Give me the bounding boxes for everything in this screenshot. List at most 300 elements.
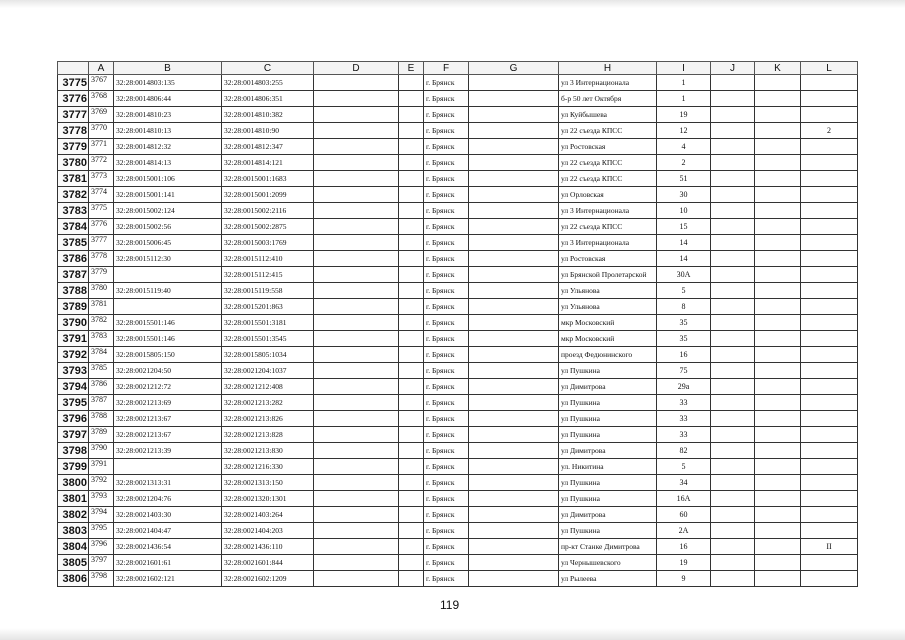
cell-b[interactable] (114, 299, 222, 315)
cell-l[interactable] (801, 507, 858, 523)
cell-k[interactable] (755, 347, 801, 363)
cell-e[interactable] (399, 267, 424, 283)
cell-f[interactable]: г. Брянск (424, 507, 469, 523)
cell-k[interactable] (755, 91, 801, 107)
cell-a[interactable]: 3797 (89, 555, 114, 571)
cell-b[interactable]: 32:28:0014806:44 (114, 91, 222, 107)
row-number[interactable]: 3783 (58, 203, 89, 219)
cell-a[interactable]: 3771 (89, 139, 114, 155)
cell-l[interactable] (801, 315, 858, 331)
cell-a[interactable]: 3785 (89, 363, 114, 379)
cell-b[interactable]: 32:28:0014814:13 (114, 155, 222, 171)
cell-i[interactable]: 1 (657, 91, 711, 107)
cell-g[interactable] (469, 347, 559, 363)
row-number[interactable]: 3788 (58, 283, 89, 299)
cell-d[interactable] (314, 395, 399, 411)
row-number[interactable]: 3792 (58, 347, 89, 363)
cell-j[interactable] (711, 315, 755, 331)
cell-i[interactable]: 29а (657, 379, 711, 395)
row-number[interactable]: 3793 (58, 363, 89, 379)
cell-k[interactable] (755, 139, 801, 155)
cell-f[interactable]: г. Брянск (424, 251, 469, 267)
row-number[interactable]: 3795 (58, 395, 89, 411)
cell-k[interactable] (755, 219, 801, 235)
cell-j[interactable] (711, 171, 755, 187)
cell-b[interactable]: 32:28:0015006:45 (114, 235, 222, 251)
cell-h[interactable]: ул 22 съезда КПСС (559, 219, 657, 235)
cell-d[interactable] (314, 251, 399, 267)
cell-l[interactable] (801, 363, 858, 379)
cell-h[interactable]: ул Пушкина (559, 411, 657, 427)
cell-e[interactable] (399, 283, 424, 299)
cell-c[interactable]: 32:28:0015112:415 (222, 267, 314, 283)
column-header-a[interactable]: A (89, 62, 114, 75)
cell-c[interactable]: 32:28:0021216:330 (222, 459, 314, 475)
row-number[interactable]: 3777 (58, 107, 89, 123)
cell-f[interactable]: г. Брянск (424, 331, 469, 347)
cell-g[interactable] (469, 491, 559, 507)
cell-g[interactable] (469, 299, 559, 315)
cell-h[interactable]: ул Ульянова (559, 283, 657, 299)
cell-k[interactable] (755, 475, 801, 491)
cell-a[interactable]: 3774 (89, 187, 114, 203)
cell-f[interactable]: г. Брянск (424, 267, 469, 283)
column-header-i[interactable]: I (657, 62, 711, 75)
cell-l[interactable] (801, 379, 858, 395)
cell-a[interactable]: 3769 (89, 107, 114, 123)
cell-a[interactable]: 3792 (89, 475, 114, 491)
cell-k[interactable] (755, 379, 801, 395)
cell-g[interactable] (469, 235, 559, 251)
cell-j[interactable] (711, 107, 755, 123)
cell-k[interactable] (755, 443, 801, 459)
cell-d[interactable] (314, 219, 399, 235)
column-header-j[interactable]: J (711, 62, 755, 75)
cell-f[interactable]: г. Брянск (424, 427, 469, 443)
cell-a[interactable]: 3787 (89, 395, 114, 411)
cell-g[interactable] (469, 571, 559, 587)
cell-g[interactable] (469, 443, 559, 459)
cell-k[interactable] (755, 299, 801, 315)
cell-k[interactable] (755, 235, 801, 251)
cell-h[interactable]: пр-кт Станке Димитрова (559, 539, 657, 555)
cell-f[interactable]: г. Брянск (424, 571, 469, 587)
cell-l[interactable] (801, 555, 858, 571)
cell-d[interactable] (314, 139, 399, 155)
cell-g[interactable] (469, 139, 559, 155)
cell-b[interactable]: 32:28:0014810:23 (114, 107, 222, 123)
cell-e[interactable] (399, 203, 424, 219)
cell-e[interactable] (399, 123, 424, 139)
cell-b[interactable]: 32:28:0021404:47 (114, 523, 222, 539)
cell-d[interactable] (314, 235, 399, 251)
cell-b[interactable]: 32:28:0021212:72 (114, 379, 222, 395)
cell-c[interactable]: 32:28:0021213:826 (222, 411, 314, 427)
cell-l[interactable] (801, 491, 858, 507)
cell-i[interactable]: 19 (657, 555, 711, 571)
cell-f[interactable]: г. Брянск (424, 155, 469, 171)
cell-b[interactable]: 32:28:0021601:61 (114, 555, 222, 571)
cell-j[interactable] (711, 459, 755, 475)
cell-d[interactable] (314, 491, 399, 507)
cell-f[interactable]: г. Брянск (424, 123, 469, 139)
cell-j[interactable] (711, 395, 755, 411)
cell-d[interactable] (314, 283, 399, 299)
cell-c[interactable]: 32:28:0014806:351 (222, 91, 314, 107)
cell-h[interactable]: ул Чернышевского (559, 555, 657, 571)
cell-l[interactable] (801, 251, 858, 267)
cell-i[interactable]: 16А (657, 491, 711, 507)
cell-k[interactable] (755, 539, 801, 555)
cell-h[interactable]: ул Орловская (559, 187, 657, 203)
column-header-f[interactable]: F (424, 62, 469, 75)
cell-a[interactable]: 3780 (89, 283, 114, 299)
cell-j[interactable] (711, 363, 755, 379)
cell-c[interactable]: 32:28:0015112:410 (222, 251, 314, 267)
cell-j[interactable] (711, 411, 755, 427)
cell-f[interactable]: г. Брянск (424, 75, 469, 91)
cell-k[interactable] (755, 507, 801, 523)
cell-k[interactable] (755, 283, 801, 299)
cell-b[interactable]: 32:28:0015002:124 (114, 203, 222, 219)
cell-c[interactable]: 32:28:0021320:1301 (222, 491, 314, 507)
cell-j[interactable] (711, 139, 755, 155)
cell-f[interactable]: г. Брянск (424, 203, 469, 219)
cell-e[interactable] (399, 331, 424, 347)
cell-f[interactable]: г. Брянск (424, 219, 469, 235)
cell-d[interactable] (314, 123, 399, 139)
cell-a[interactable]: 3786 (89, 379, 114, 395)
cell-h[interactable]: ул Пушкина (559, 475, 657, 491)
cell-l[interactable] (801, 299, 858, 315)
cell-a[interactable]: 3798 (89, 571, 114, 587)
cell-e[interactable] (399, 187, 424, 203)
cell-b[interactable]: 32:28:0021213:69 (114, 395, 222, 411)
cell-j[interactable] (711, 331, 755, 347)
cell-d[interactable] (314, 299, 399, 315)
cell-c[interactable]: 32:28:0015002:2875 (222, 219, 314, 235)
cell-i[interactable]: 33 (657, 395, 711, 411)
cell-g[interactable] (469, 523, 559, 539)
column-header-k[interactable]: K (755, 62, 801, 75)
cell-c[interactable]: 32:28:0015501:3545 (222, 331, 314, 347)
row-number[interactable]: 3804 (58, 539, 89, 555)
cell-i[interactable]: 12 (657, 123, 711, 139)
cell-b[interactable]: 32:28:0015805:150 (114, 347, 222, 363)
cell-e[interactable] (399, 523, 424, 539)
cell-d[interactable] (314, 459, 399, 475)
cell-e[interactable] (399, 347, 424, 363)
cell-g[interactable] (469, 123, 559, 139)
cell-f[interactable]: г. Брянск (424, 235, 469, 251)
cell-h[interactable]: ул 22 съезда КПСС (559, 171, 657, 187)
cell-a[interactable]: 3767 (89, 75, 114, 91)
cell-b[interactable] (114, 267, 222, 283)
cell-i[interactable]: 14 (657, 251, 711, 267)
cell-g[interactable] (469, 267, 559, 283)
cell-e[interactable] (399, 443, 424, 459)
cell-e[interactable] (399, 507, 424, 523)
cell-k[interactable] (755, 187, 801, 203)
cell-c[interactable]: 32:28:0021601:844 (222, 555, 314, 571)
row-number[interactable]: 3780 (58, 155, 89, 171)
cell-b[interactable]: 32:28:0021213:67 (114, 411, 222, 427)
cell-c[interactable]: 32:28:0015001:2099 (222, 187, 314, 203)
cell-k[interactable] (755, 363, 801, 379)
cell-f[interactable]: г. Брянск (424, 411, 469, 427)
cell-b[interactable]: 32:28:0014803:135 (114, 75, 222, 91)
cell-i[interactable]: 82 (657, 443, 711, 459)
cell-k[interactable] (755, 251, 801, 267)
cell-l[interactable]: II (801, 539, 858, 555)
row-number[interactable]: 3775 (58, 75, 89, 91)
cell-h[interactable]: ул Димитрова (559, 379, 657, 395)
cell-j[interactable] (711, 523, 755, 539)
cell-g[interactable] (469, 475, 559, 491)
cell-g[interactable] (469, 75, 559, 91)
cell-i[interactable]: 16 (657, 539, 711, 555)
cell-d[interactable] (314, 555, 399, 571)
cell-i[interactable]: 30А (657, 267, 711, 283)
cell-h[interactable]: ул Димитрова (559, 443, 657, 459)
cell-a[interactable]: 3793 (89, 491, 114, 507)
cell-a[interactable]: 3782 (89, 315, 114, 331)
cell-a[interactable]: 3791 (89, 459, 114, 475)
cell-a[interactable]: 3788 (89, 411, 114, 427)
cell-j[interactable] (711, 203, 755, 219)
cell-g[interactable] (469, 91, 559, 107)
cell-l[interactable] (801, 571, 858, 587)
cell-f[interactable]: г. Брянск (424, 171, 469, 187)
cell-e[interactable] (399, 107, 424, 123)
cell-k[interactable] (755, 411, 801, 427)
cell-i[interactable]: 1 (657, 75, 711, 91)
cell-f[interactable]: г. Брянск (424, 523, 469, 539)
cell-j[interactable] (711, 235, 755, 251)
row-number[interactable]: 3790 (58, 315, 89, 331)
cell-a[interactable]: 3784 (89, 347, 114, 363)
cell-d[interactable] (314, 427, 399, 443)
cell-c[interactable]: 32:28:0021213:830 (222, 443, 314, 459)
cell-h[interactable]: ул Пушкина (559, 395, 657, 411)
cell-j[interactable] (711, 347, 755, 363)
cell-d[interactable] (314, 107, 399, 123)
cell-j[interactable] (711, 507, 755, 523)
cell-j[interactable] (711, 75, 755, 91)
column-header-b[interactable]: B (114, 62, 222, 75)
cell-k[interactable] (755, 155, 801, 171)
cell-b[interactable] (114, 459, 222, 475)
cell-f[interactable]: г. Брянск (424, 459, 469, 475)
cell-l[interactable] (801, 203, 858, 219)
cell-c[interactable]: 32:28:0015002:2116 (222, 203, 314, 219)
cell-l[interactable] (801, 475, 858, 491)
cell-j[interactable] (711, 267, 755, 283)
cell-j[interactable] (711, 219, 755, 235)
cell-e[interactable] (399, 363, 424, 379)
cell-k[interactable] (755, 555, 801, 571)
cell-e[interactable] (399, 91, 424, 107)
cell-b[interactable]: 32:28:0021213:67 (114, 427, 222, 443)
cell-l[interactable]: 2 (801, 123, 858, 139)
cell-d[interactable] (314, 507, 399, 523)
cell-i[interactable]: 33 (657, 427, 711, 443)
cell-d[interactable] (314, 347, 399, 363)
cell-d[interactable] (314, 331, 399, 347)
cell-j[interactable] (711, 555, 755, 571)
cell-a[interactable]: 3794 (89, 507, 114, 523)
cell-l[interactable] (801, 107, 858, 123)
cell-a[interactable]: 3776 (89, 219, 114, 235)
cell-h[interactable]: мкр Московский (559, 315, 657, 331)
cell-l[interactable] (801, 411, 858, 427)
cell-i[interactable]: 4 (657, 139, 711, 155)
cell-l[interactable] (801, 523, 858, 539)
cell-a[interactable]: 3777 (89, 235, 114, 251)
cell-c[interactable]: 32:28:0014810:90 (222, 123, 314, 139)
cell-j[interactable] (711, 475, 755, 491)
cell-k[interactable] (755, 75, 801, 91)
cell-j[interactable] (711, 539, 755, 555)
row-number[interactable]: 3802 (58, 507, 89, 523)
row-number[interactable]: 3799 (58, 459, 89, 475)
column-header-l[interactable]: L (801, 62, 858, 75)
cell-b[interactable]: 32:28:0015119:40 (114, 283, 222, 299)
cell-i[interactable]: 33 (657, 411, 711, 427)
cell-i[interactable]: 14 (657, 235, 711, 251)
cell-a[interactable]: 3772 (89, 155, 114, 171)
cell-e[interactable] (399, 571, 424, 587)
cell-g[interactable] (469, 315, 559, 331)
cell-a[interactable]: 3781 (89, 299, 114, 315)
row-number[interactable]: 3787 (58, 267, 89, 283)
cell-i[interactable]: 2 (657, 155, 711, 171)
cell-j[interactable] (711, 571, 755, 587)
cell-i[interactable]: 8 (657, 299, 711, 315)
cell-h[interactable]: ул Пушкина (559, 491, 657, 507)
cell-b[interactable]: 32:28:0014812:32 (114, 139, 222, 155)
cell-c[interactable]: 32:28:0021602:1209 (222, 571, 314, 587)
cell-g[interactable] (469, 539, 559, 555)
cell-f[interactable]: г. Брянск (424, 315, 469, 331)
cell-b[interactable]: 32:28:0015112:30 (114, 251, 222, 267)
cell-c[interactable]: 32:28:0021212:408 (222, 379, 314, 395)
cell-b[interactable]: 32:28:0021313:31 (114, 475, 222, 491)
cell-i[interactable]: 2А (657, 523, 711, 539)
cell-l[interactable] (801, 155, 858, 171)
cell-d[interactable] (314, 91, 399, 107)
cell-g[interactable] (469, 283, 559, 299)
cell-i[interactable]: 15 (657, 219, 711, 235)
cell-c[interactable]: 32:28:0015501:3181 (222, 315, 314, 331)
cell-g[interactable] (469, 555, 559, 571)
cell-k[interactable] (755, 203, 801, 219)
cell-e[interactable] (399, 155, 424, 171)
row-number[interactable]: 3785 (58, 235, 89, 251)
cell-h[interactable]: ул Пушкина (559, 427, 657, 443)
cell-a[interactable]: 3775 (89, 203, 114, 219)
row-number[interactable]: 3800 (58, 475, 89, 491)
cell-i[interactable]: 10 (657, 203, 711, 219)
cell-g[interactable] (469, 459, 559, 475)
cell-k[interactable] (755, 267, 801, 283)
cell-c[interactable]: 32:28:0021313:150 (222, 475, 314, 491)
cell-b[interactable]: 32:28:0021436:54 (114, 539, 222, 555)
cell-e[interactable] (399, 219, 424, 235)
cell-g[interactable] (469, 171, 559, 187)
row-number[interactable]: 3794 (58, 379, 89, 395)
cell-k[interactable] (755, 107, 801, 123)
cell-d[interactable] (314, 571, 399, 587)
cell-i[interactable]: 75 (657, 363, 711, 379)
cell-h[interactable]: ул 22 съезда КПСС (559, 155, 657, 171)
cell-i[interactable]: 51 (657, 171, 711, 187)
cell-a[interactable]: 3789 (89, 427, 114, 443)
cell-e[interactable] (399, 139, 424, 155)
cell-l[interactable] (801, 267, 858, 283)
cell-j[interactable] (711, 155, 755, 171)
cell-d[interactable] (314, 443, 399, 459)
cell-k[interactable] (755, 395, 801, 411)
cell-f[interactable]: г. Брянск (424, 187, 469, 203)
row-number[interactable]: 3796 (58, 411, 89, 427)
cell-d[interactable] (314, 379, 399, 395)
cell-h[interactable]: ул Куйбышева (559, 107, 657, 123)
cell-g[interactable] (469, 379, 559, 395)
column-header-h[interactable]: H (559, 62, 657, 75)
cell-e[interactable] (399, 411, 424, 427)
cell-i[interactable]: 35 (657, 331, 711, 347)
cell-l[interactable] (801, 139, 858, 155)
cell-i[interactable]: 5 (657, 283, 711, 299)
cell-l[interactable] (801, 235, 858, 251)
cell-f[interactable]: г. Брянск (424, 363, 469, 379)
cell-d[interactable] (314, 187, 399, 203)
cell-b[interactable]: 32:28:0021213:39 (114, 443, 222, 459)
cell-f[interactable]: г. Брянск (424, 555, 469, 571)
cell-c[interactable]: 32:28:0014814:121 (222, 155, 314, 171)
cell-d[interactable] (314, 475, 399, 491)
cell-h[interactable]: проезд Федюнинского (559, 347, 657, 363)
cell-c[interactable]: 32:28:0015119:558 (222, 283, 314, 299)
cell-b[interactable]: 32:28:0014810:13 (114, 123, 222, 139)
cell-g[interactable] (469, 155, 559, 171)
cell-j[interactable] (711, 443, 755, 459)
column-header-d[interactable]: D (314, 62, 399, 75)
cell-l[interactable] (801, 395, 858, 411)
cell-f[interactable]: г. Брянск (424, 443, 469, 459)
cell-j[interactable] (711, 91, 755, 107)
cell-e[interactable] (399, 315, 424, 331)
cell-b[interactable]: 32:28:0015501:146 (114, 331, 222, 347)
cell-l[interactable] (801, 171, 858, 187)
cell-a[interactable]: 3795 (89, 523, 114, 539)
cell-l[interactable] (801, 75, 858, 91)
cell-h[interactable]: ул Пушкина (559, 523, 657, 539)
cell-f[interactable]: г. Брянск (424, 395, 469, 411)
cell-h[interactable]: ул Ульянова (559, 299, 657, 315)
column-header-e[interactable]: E (399, 62, 424, 75)
cell-c[interactable]: 32:28:0015003:1769 (222, 235, 314, 251)
cell-i[interactable]: 34 (657, 475, 711, 491)
row-number[interactable]: 3798 (58, 443, 89, 459)
cell-b[interactable]: 32:28:0015501:146 (114, 315, 222, 331)
cell-a[interactable]: 3783 (89, 331, 114, 347)
cell-g[interactable] (469, 219, 559, 235)
cell-l[interactable] (801, 283, 858, 299)
cell-k[interactable] (755, 171, 801, 187)
cell-g[interactable] (469, 331, 559, 347)
